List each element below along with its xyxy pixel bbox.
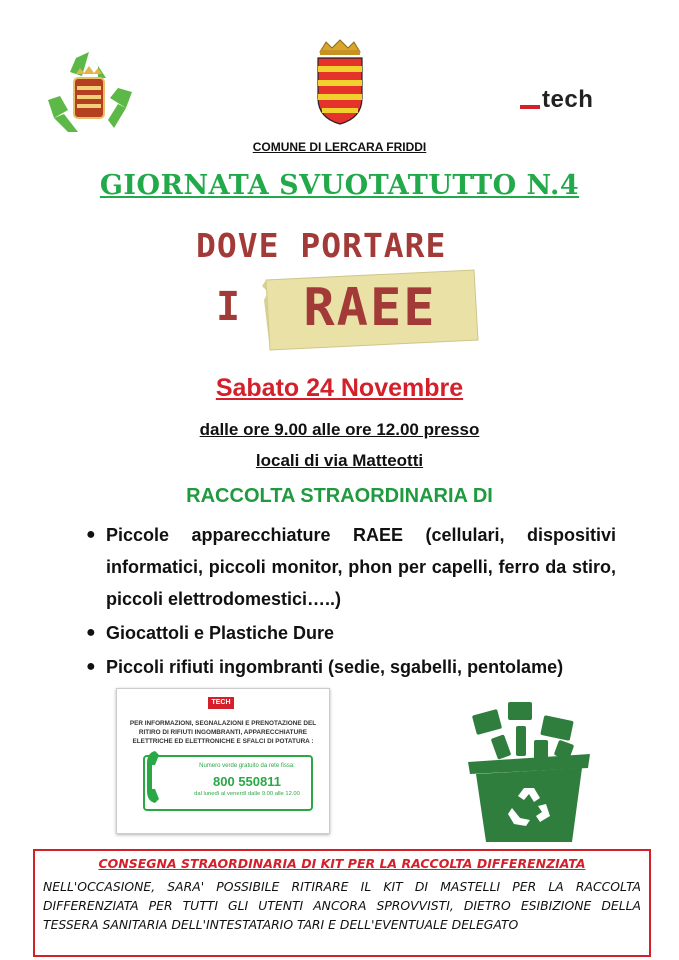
- bullet-icon: ●: [86, 624, 96, 641]
- tech-logo: [520, 86, 593, 114]
- toll-free-hours: dal lunedì al venerdì dalle 9.00 alle 12.00: [194, 791, 300, 797]
- tech-logo-bar: [520, 105, 540, 109]
- info-tech-logo: TECH: [208, 697, 234, 709]
- notice-body: NELL'OCCASIONE, SARA' POSSIBILE RITIRARE IL KIT DI MASTELLI PER LA RACCOLTA DIFFERENZIATA PER TUTTI GLI UTENTI ANCORA SPROVVISTI, DIETRO ESIBIZIONE DELLA TESSERA SANITARIA DELL'INTESTATARIO TARI E DELL'EVENTUALE DELEGATO: [43, 879, 641, 932]
- event-date: Sabato 24 Novembre: [215, 374, 464, 402]
- tech-logo-text: tech: [542, 86, 594, 113]
- i-letter: I: [216, 284, 241, 330]
- toll-free-box: [143, 755, 313, 811]
- comune-label: COMUNE DI LERCARA FRIDDI: [252, 140, 427, 154]
- recycle-logo-icon: [44, 48, 134, 138]
- list-item: [86, 651, 616, 683]
- info-text: PER INFORMAZIONI, SEGNALAZIONI E PRENOTAZIONE DEL RITIRO DI RIFIUTI INGOMBRANTI, APPARECCHIATURE ELETTRICHE ED ELETTRONICHE E SFALCI DI POTATURA :: [129, 720, 317, 745]
- raee-text: RAEE: [303, 278, 437, 338]
- notice-title: CONSEGNA STRAORDINARIA DI KIT PER LA RACCOLTA DIFFERENZIATA: [98, 856, 586, 871]
- dove-portare-text: DOVE PORTARE: [196, 226, 447, 265]
- list-item: [86, 519, 616, 615]
- list-item-text: Giocattoli e Plastiche Dure: [106, 623, 335, 643]
- list-item-text: Piccole apparecchiature RAEE (cellulari, dispositivi informatici, piccoli monitor, phon per capelli, ferro da stiro, piccoli elettrodomestici…..): [106, 525, 616, 609]
- list-item: [86, 617, 616, 649]
- list-item-text: Piccoli rifiuti ingombranti (sedie, sgabelli, pentolame): [106, 657, 564, 677]
- page-title: GIORNATA SVUOTATUTTO N.4: [99, 170, 580, 201]
- notice-box: [33, 849, 651, 957]
- toll-free-number[interactable]: 800 550811: [213, 774, 281, 789]
- event-hours: dalle ore 9.00 alle ore 12.00 presso: [199, 420, 480, 439]
- crest-icon: [314, 36, 366, 126]
- raccolta-heading: RACCOLTA STRAORDINARIA DI: [186, 485, 493, 507]
- event-location: locali di via Matteotti: [255, 451, 424, 470]
- info-card: [116, 688, 330, 834]
- bullet-icon: ●: [86, 658, 96, 675]
- bullet-icon: ●: [86, 526, 96, 543]
- toll-free-label: Numero verde gratuito da rete fissa:: [199, 763, 295, 769]
- items-list: [86, 519, 616, 685]
- recycling-bin-icon: [464, 696, 594, 844]
